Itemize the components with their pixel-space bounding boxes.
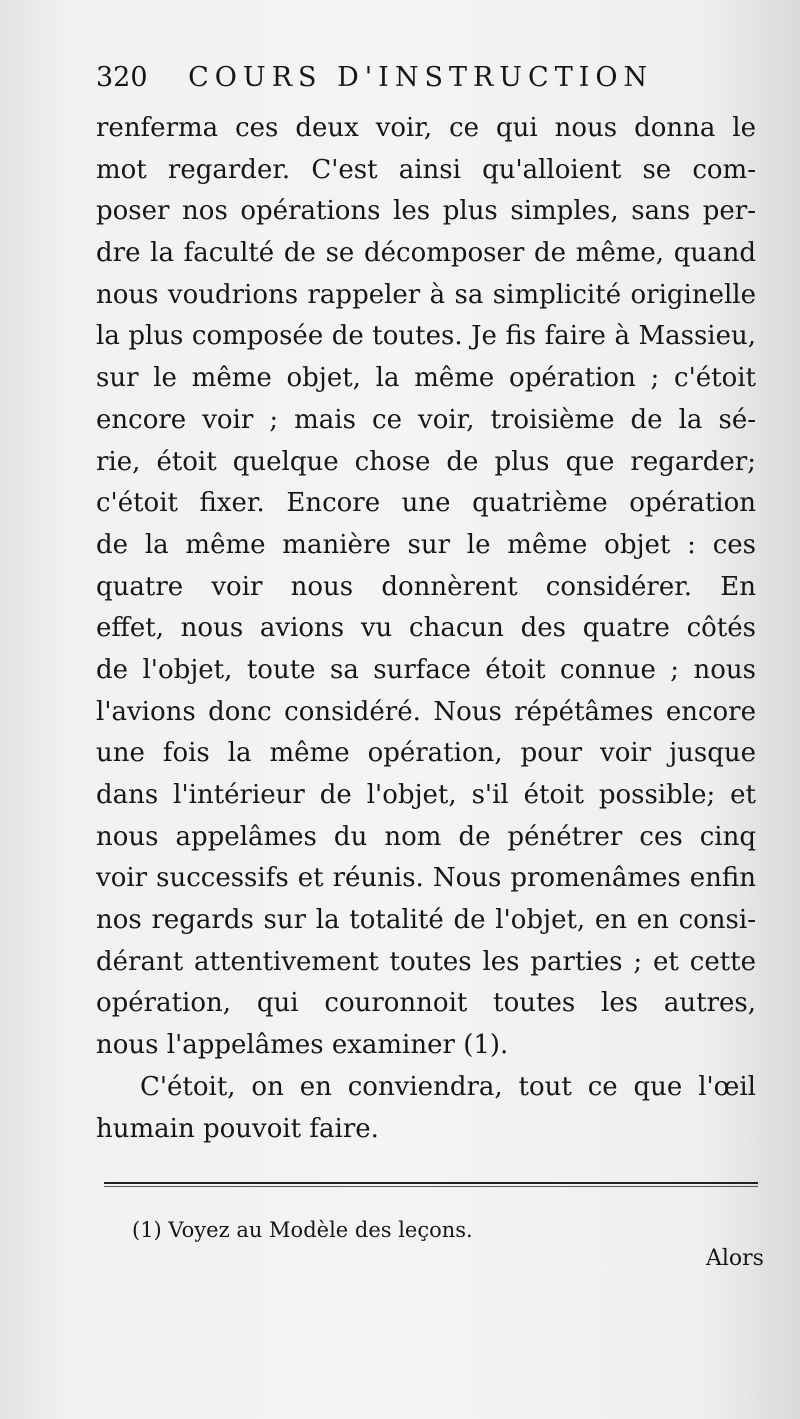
text-line: quatre voir nous donnèrent considérer. En: [96, 571, 756, 602]
footnote: (1) Voyez au Modèle des leçons.: [132, 1218, 473, 1242]
text-line: nous l'appelâmes examiner (1).: [96, 1030, 509, 1061]
text-line: C'étoit, on en conviendra, tout ce que l'œil: [140, 1071, 756, 1102]
text-line: rie, étoit quelque chose de plus que regarder;: [96, 446, 756, 477]
text-line: c'étoit fixer. Encore une quatrième opération: [96, 488, 756, 519]
text-line: nous voudrions rappeler à sa simplicité originelle: [96, 279, 756, 310]
text-line: de la même manière sur le même objet : ces: [96, 529, 756, 560]
text-line: dérant attentivement toutes les parties ; et cette: [96, 946, 756, 977]
text-line: la plus composée de toutes. Je fis faire à Massieu,: [96, 321, 756, 352]
running-title: COURS D'INSTRUCTION: [188, 62, 654, 93]
text-line: poser nos opérations les plus simples, sans per-: [96, 196, 756, 227]
text-line: nous appelâmes du nom de pénétrer ces cinq: [96, 821, 756, 852]
text-line: opération, qui couronnoit toutes les autres,: [96, 988, 756, 1019]
text-line: voir successifs et réunis. Nous promenâmes enfin: [96, 863, 756, 894]
text-line: humain pouvoit faire.: [96, 1113, 379, 1144]
text-line: l'avions donc considéré. Nous répétâmes encore: [96, 696, 756, 727]
page-number: 320: [96, 62, 148, 93]
text-line: mot regarder. C'est ainsi qu'alloient se com-: [96, 154, 756, 185]
text-line: renferma ces deux voir, ce qui nous donna le: [96, 113, 756, 143]
text-line: de l'objet, toute sa surface étoit connue ; nous: [96, 654, 756, 685]
text-line: encore voir ; mais ce voir, troisième de la sé-: [96, 404, 756, 435]
text-line: dre la faculté de se décomposer de même, quand: [96, 238, 756, 269]
body-text: [96, 108, 756, 1150]
text-line: effet, nous avions vu chacun des quatre côtés: [96, 613, 756, 644]
text-line: une fois la même opération, pour voir jusque: [96, 738, 756, 769]
running-header: [96, 62, 756, 102]
catchword: Alors: [706, 1246, 764, 1271]
text-line: dans l'intérieur de l'objet, s'il étoit possible; et: [96, 780, 756, 810]
footnote-rule: [104, 1182, 758, 1187]
text-line: sur le même objet, la même opération ; c'étoit: [96, 363, 756, 394]
text-line: nos regards sur la totalité de l'objet, en en consi-: [96, 905, 756, 936]
